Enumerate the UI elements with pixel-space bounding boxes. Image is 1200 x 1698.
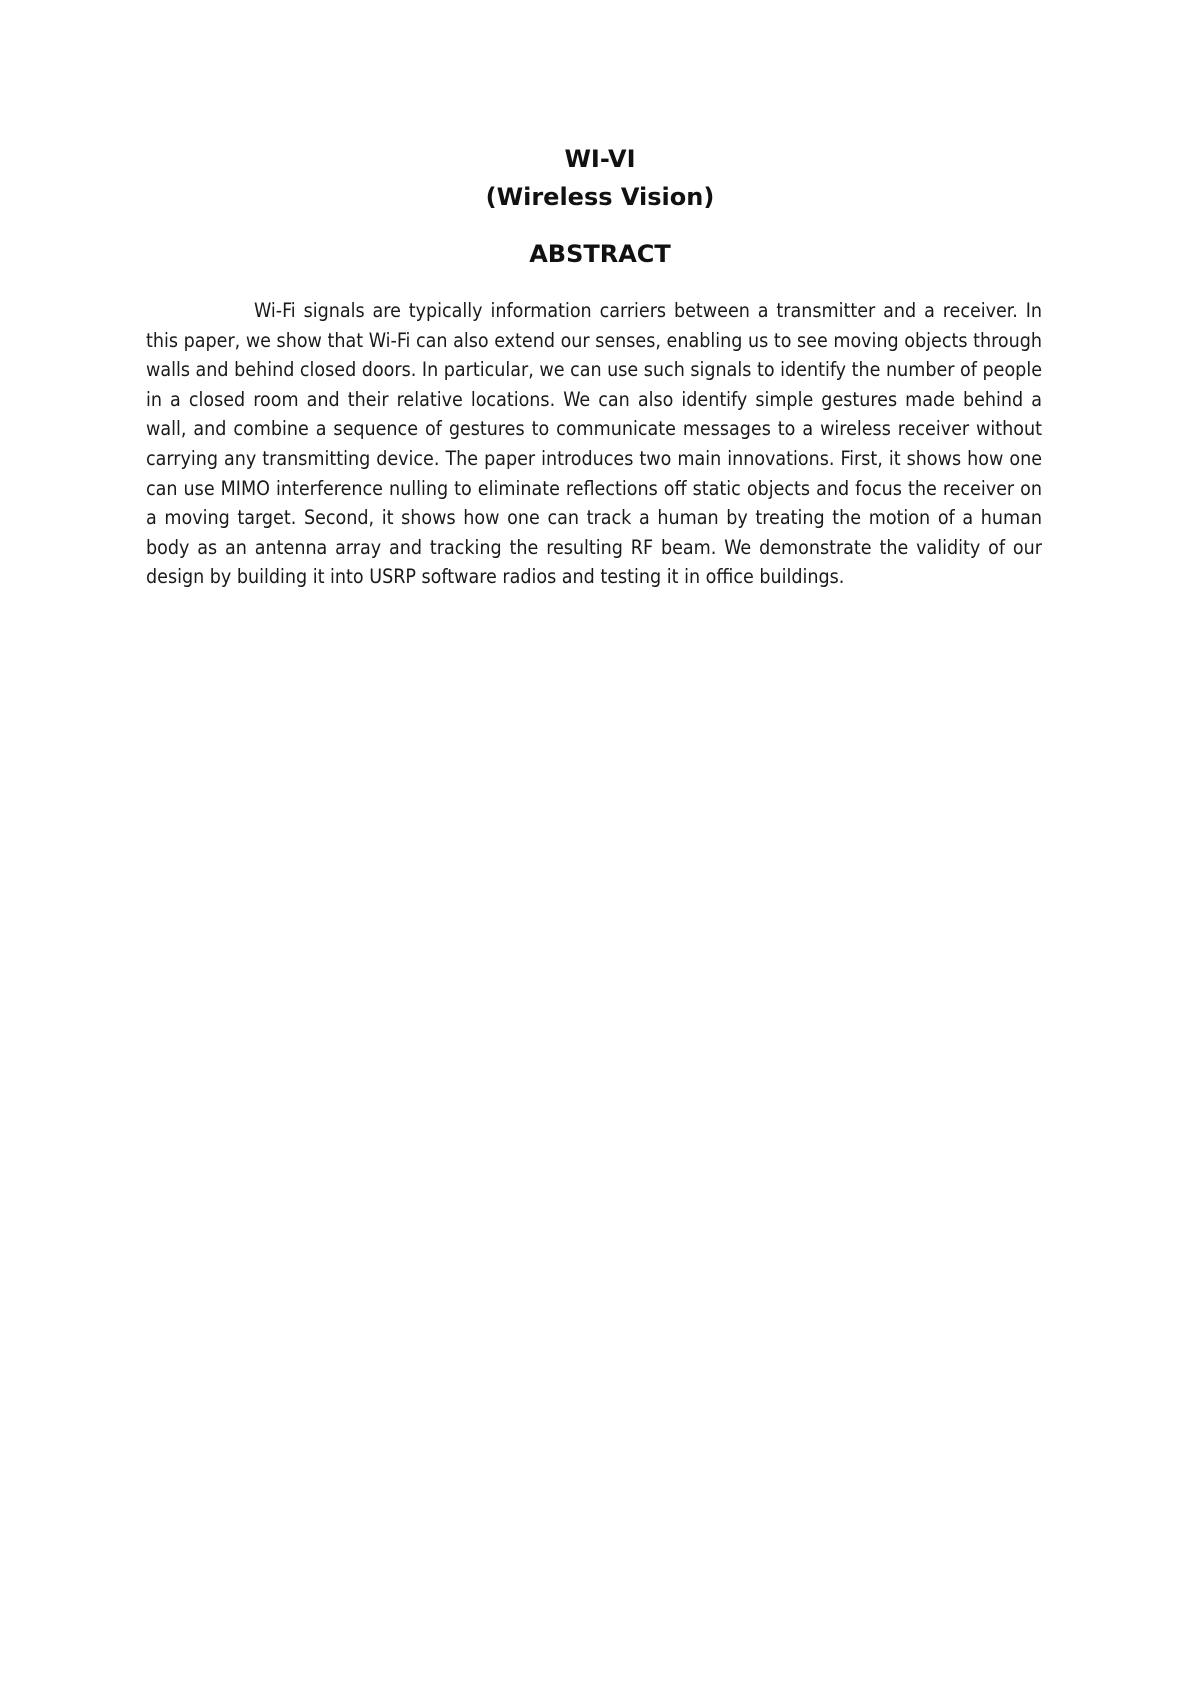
- document-title: WI-VI: [564, 145, 636, 173]
- document-subtitle: (Wireless Vision): [485, 183, 715, 211]
- abstract-paragraph: Wi-Fi signals are typically information carriers between a transmitter and a receiver. In this paper, we show that Wi-Fi can also extend our senses, enabling us to see moving objects through walls and behind closed doors. In particular, we can use such signals to identify the number of people in a closed room and their relative locations. We can also identify simple gestures made behind a wall, and combine a sequence of gestures to communicate messages to a wireless receiver without carrying any transmitting device. The paper introduces two main innovations. First, it shows how one can use MIMO interference nulling to eliminate reflections off static objects and focus the receiver on a moving target. Second, it shows how one can track a human by treating the motion of a human body as an antenna array and tracking the resulting RF beam. We demonstrate the validity of our design by building it into USRP software radios and testing it in office buildings.: [146, 299, 1042, 589]
- abstract-heading: ABSTRACT: [529, 240, 671, 268]
